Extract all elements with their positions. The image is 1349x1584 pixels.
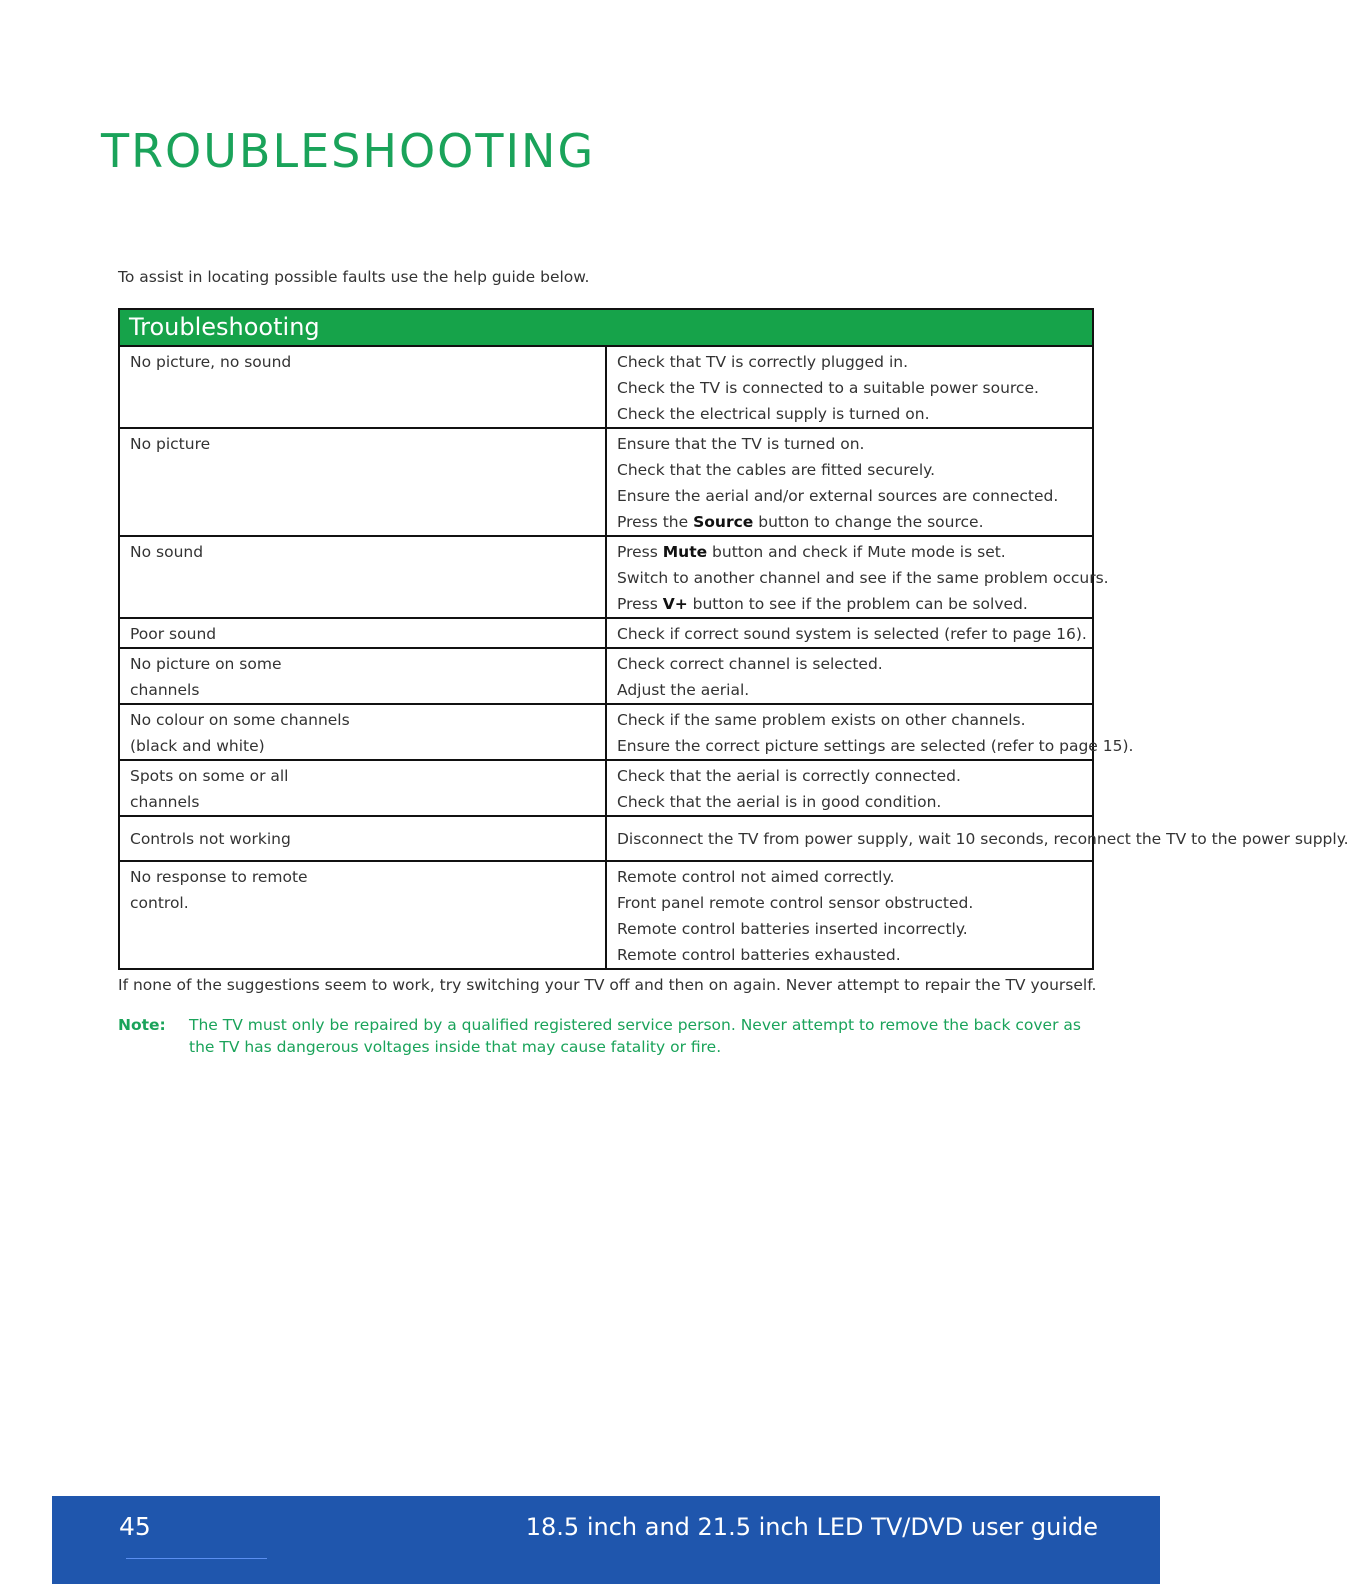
solution-cell <box>606 428 1093 536</box>
problem-text: (black and white) <box>130 737 265 755</box>
table-row <box>119 618 1093 648</box>
general-advice: If none of the suggestions seem to work, try switching your TV off and then on again. Never attempt to repair the TV yourself. <box>118 976 1097 994</box>
page-title: TROUBLESHOOTING <box>101 124 596 178</box>
problem-text: control. <box>130 894 189 912</box>
solution-text: Remote control batteries exhausted. <box>617 946 901 964</box>
problem-text: No picture <box>130 435 211 453</box>
problem-cell <box>119 618 606 648</box>
solution-cell <box>606 760 1093 816</box>
solution-text: Check correct channel is selected. <box>617 655 883 673</box>
solution-text: Ensure that the TV is turned on. <box>617 435 865 453</box>
solution-cell <box>606 536 1109 618</box>
table-row <box>119 760 1093 816</box>
problem-text: No picture, no sound <box>130 353 292 371</box>
table-body <box>119 346 1349 969</box>
solution-text-part: Press <box>617 543 663 561</box>
problem-cell <box>119 428 606 536</box>
button-name-text: V+ <box>662 595 688 613</box>
table-row <box>119 704 1093 760</box>
solution-text: Check that TV is correctly plugged in. <box>617 353 909 371</box>
note-text: The TV must only be repaired by a qualified registered service person. Never attempt to remove the back cover as the TV has dangerous voltages inside that may cause fatality or fire. <box>189 1016 1081 1056</box>
table-row <box>119 861 1093 969</box>
button-name-text: Source <box>693 513 754 531</box>
solution-cell <box>606 816 1349 861</box>
problem-text: channels <box>130 681 200 699</box>
problem-text: Controls not working <box>130 830 291 848</box>
solution-text: Check the TV is connected to a suitable power source. <box>617 379 1039 397</box>
solution-text <box>617 539 1084 565</box>
solution-text: Check if the same problem exists on other channels. <box>617 711 1026 729</box>
solution-cell <box>606 346 1093 428</box>
solution-cell <box>606 861 1093 969</box>
problem-cell <box>119 346 606 428</box>
footer-bar <box>52 1496 1160 1584</box>
problem-cell <box>119 648 606 704</box>
note-label: Note: <box>118 1016 166 1034</box>
footer-link-underline <box>126 1558 267 1559</box>
solution-text: Ensure the correct picture settings are selected (refer to page 15). <box>617 737 1134 755</box>
table-row <box>119 648 1093 704</box>
button-name-text: Mute <box>662 543 708 561</box>
solution-text: Switch to another channel and see if the same problem occurs. <box>617 569 1109 587</box>
problem-text: Poor sound <box>130 625 217 643</box>
table-row <box>119 536 1093 618</box>
problem-text: No colour on some channels <box>130 711 350 729</box>
table-row <box>119 346 1093 428</box>
problem-cell <box>119 861 606 969</box>
solution-text-part: Press the <box>617 513 694 531</box>
solution-text <box>617 509 1084 535</box>
table-header-row <box>119 309 1093 346</box>
guide-title: 18.5 inch and 21.5 inch LED TV/DVD user guide <box>525 1513 1098 1541</box>
solution-text: Check the electrical supply is turned on. <box>617 405 930 423</box>
troubleshooting-table <box>118 308 1349 970</box>
solution-text: Remote control batteries inserted incorrectly. <box>617 920 968 938</box>
table-row <box>119 816 1093 861</box>
problem-cell <box>119 816 606 861</box>
solution-text-part: Press <box>617 595 663 613</box>
problem-text: No response to remote <box>130 868 308 886</box>
solution-text <box>617 591 1084 617</box>
solution-cell <box>606 704 1134 760</box>
page-number: 45 <box>119 1512 151 1541</box>
solution-text-part: button and check if Mute mode is set. <box>707 543 1006 561</box>
solution-text: Remote control not aimed correctly. <box>617 868 895 886</box>
problem-cell <box>119 536 606 618</box>
problem-text: No picture on some <box>130 655 282 673</box>
table-header: Troubleshooting <box>119 309 1093 346</box>
solution-text: Check that the aerial is correctly connected. <box>617 767 961 785</box>
solution-cell <box>606 618 1093 648</box>
problem-cell <box>119 704 606 760</box>
solution-cell <box>606 648 1093 704</box>
intro-text: To assist in locating possible faults use the help guide below. <box>118 268 590 286</box>
solution-text-part: button to change the source. <box>753 513 984 531</box>
problem-cell <box>119 760 606 816</box>
solution-text: Check that the cables are fitted securely. <box>617 461 936 479</box>
problem-text: No sound <box>130 543 204 561</box>
solution-text-part: button to see if the problem can be solved. <box>687 595 1028 613</box>
problem-text: channels <box>130 793 200 811</box>
solution-text: Front panel remote control sensor obstructed. <box>617 894 974 912</box>
note-block <box>118 1014 1098 1058</box>
solution-text: Check if correct sound system is selected (refer to page 16). <box>617 625 1087 643</box>
table-row <box>119 428 1093 536</box>
solution-text: Check that the aerial is in good condition. <box>617 793 942 811</box>
solution-text: Adjust the aerial. <box>617 681 750 699</box>
solution-text: Disconnect the TV from power supply, wait 10 seconds, reconnect the TV to the power supply. <box>617 830 1349 848</box>
solution-text: Ensure the aerial and/or external sources are connected. <box>617 487 1059 505</box>
problem-text: Spots on some or all <box>130 767 289 785</box>
